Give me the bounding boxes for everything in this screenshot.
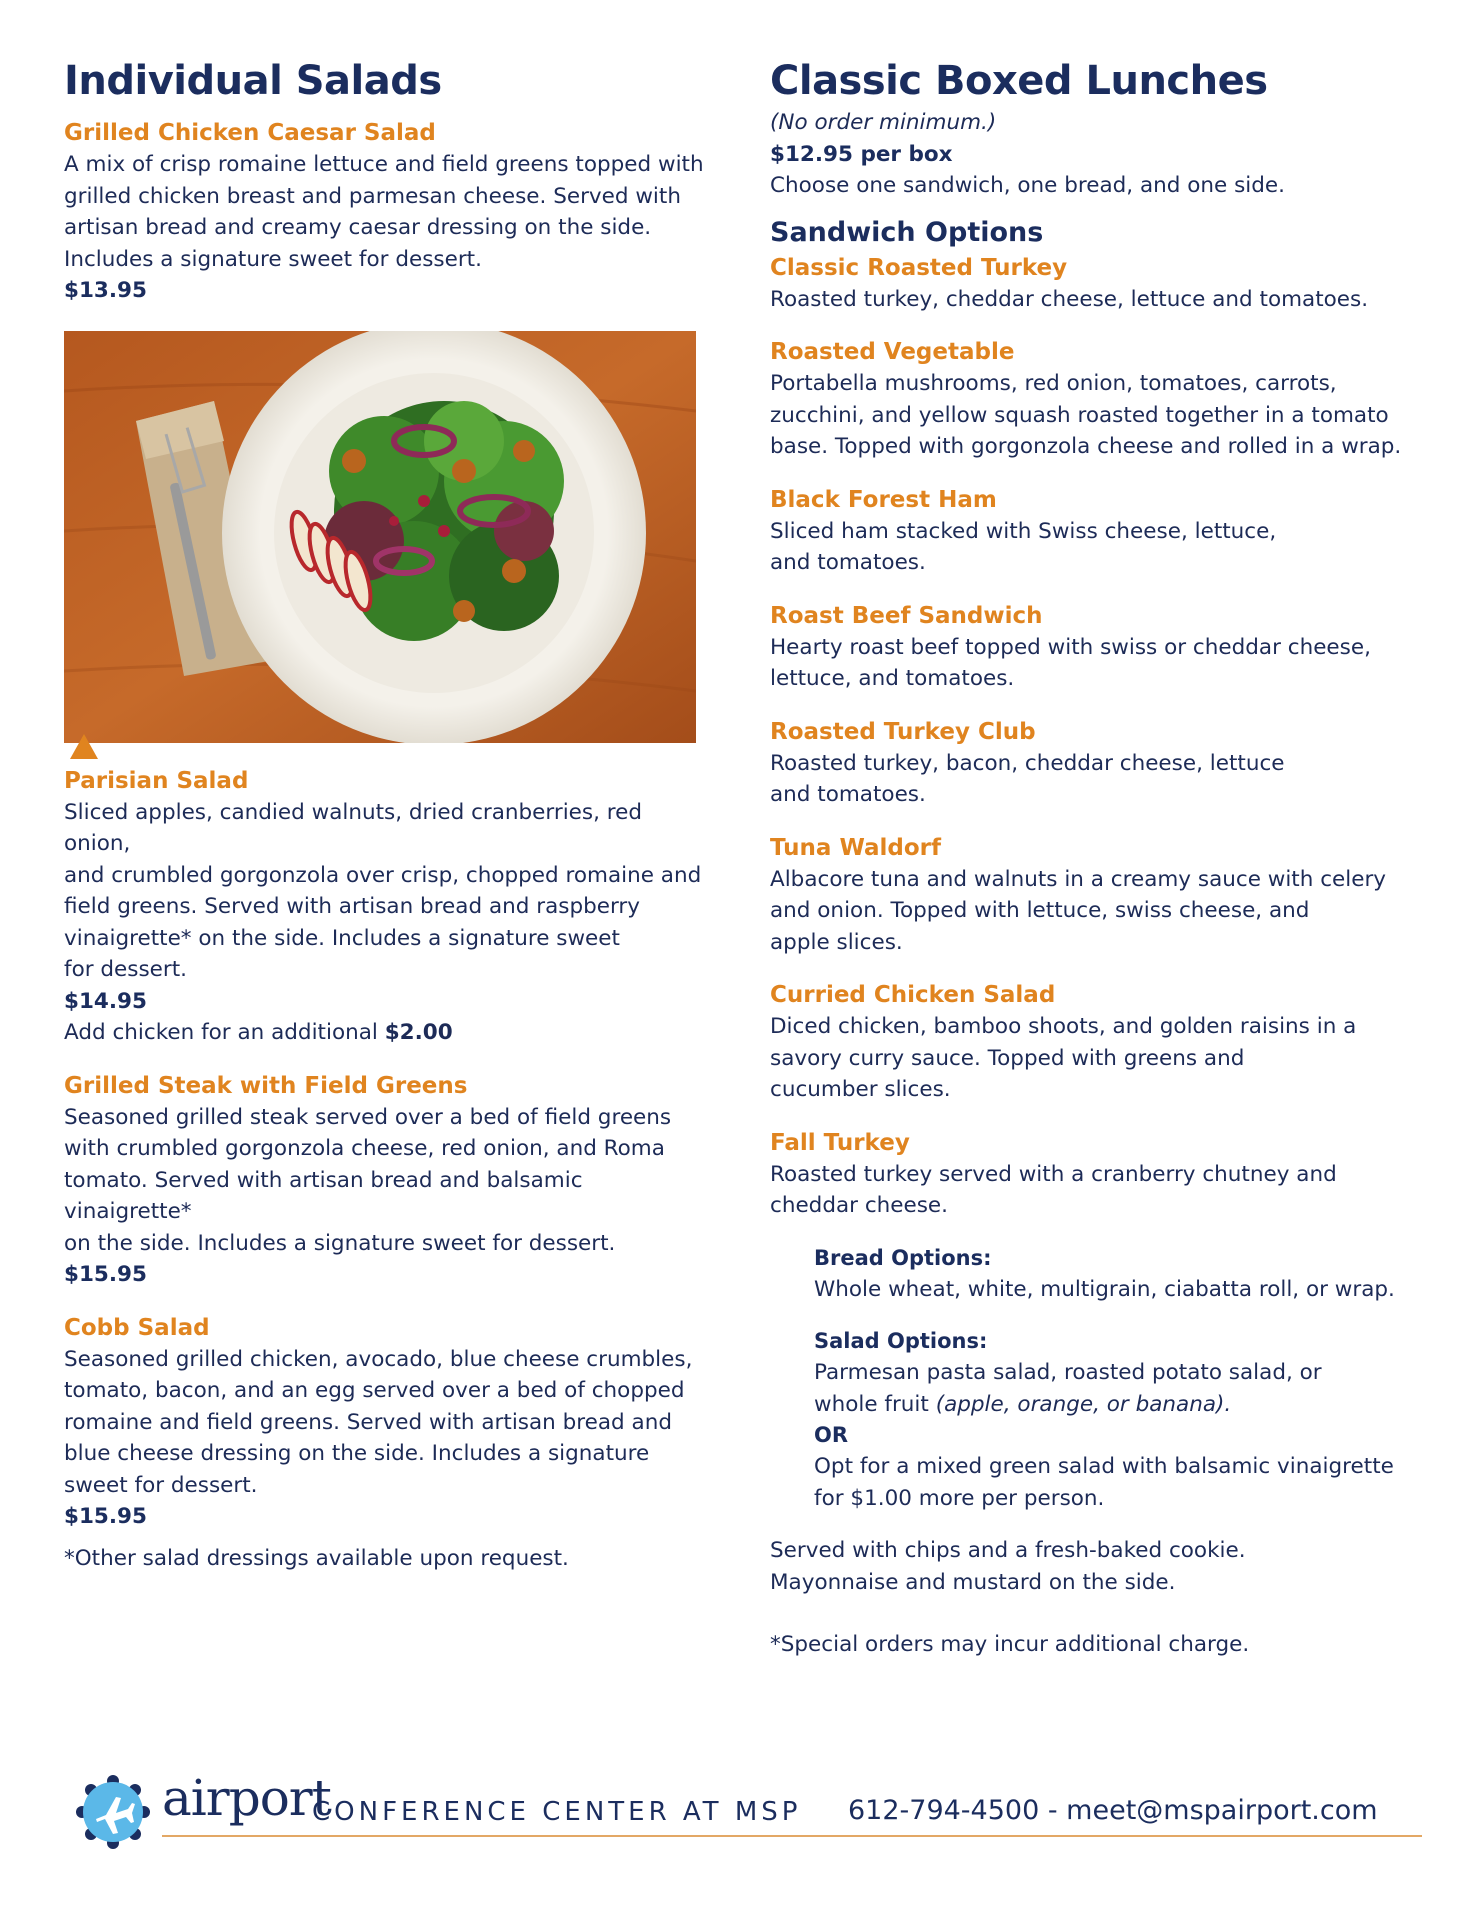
salad-options-fruit-detail: (apple, orange, or banana). — [935, 1391, 1232, 1417]
salad-options-line: Parmesan pasta salad, roasted potato salad, or — [814, 1360, 1322, 1385]
footer — [76, 1769, 1426, 1855]
item-desc-line: romaine and field greens. Served with artisan bread and — [64, 1409, 672, 1435]
sandwich-title: Curried Chicken Salad — [770, 982, 1056, 1008]
sandwich-desc-line: Roasted turkey, bacon, cheddar cheese, lettuce — [770, 750, 1285, 776]
item-desc-line: for dessert. — [64, 957, 188, 982]
sandwich-desc-line: Albacore tuna and walnuts in a creamy sauce with celery — [770, 866, 1387, 892]
box-instructions: Choose one sandwich, one bread, and one side. — [770, 173, 1285, 198]
item-desc-line: with crumbled gorgonzola cheese, red onion, and Roma — [64, 1136, 665, 1161]
item-desc-line: Seasoned grilled chicken, avocado, blue cheese crumbles, — [64, 1346, 693, 1372]
item-desc-line: and crumbled gorgonzola over crisp, chopped romaine and — [64, 862, 702, 888]
sandwich-desc-line: and onion. Topped with lettuce, swiss cheese, and — [770, 898, 1310, 923]
item-price-cobb: $15.95 — [64, 1504, 147, 1529]
item-desc-line: sweet for dessert. — [64, 1472, 258, 1498]
item-desc-line: vinaigrette* on the side. Includes a signature sweet — [64, 925, 620, 951]
sandwich-title: Classic Roasted Turkey — [770, 254, 1068, 281]
item-desc-line: blue cheese dressing on the side. Includes a signature — [64, 1441, 650, 1466]
item-desc-line: A mix of crisp romaine lettuce and field greens topped with — [64, 152, 704, 177]
bread-options-label: Bread Options: — [814, 1245, 992, 1270]
item-desc-line: tomato. Served with artisan bread and balsamic vinaigrette* — [64, 1167, 583, 1224]
salad-options-or: OR — [814, 1423, 849, 1447]
item-title-parisian: Parisian Salad — [64, 767, 249, 794]
sandwich-desc-line: savory curry sauce. Topped with greens and — [770, 1045, 1245, 1071]
sandwich-title: Roasted Turkey Club — [770, 718, 1036, 745]
sandwich-desc-line: Portabella mushrooms, red onion, tomatoes, carrots, — [770, 371, 1337, 396]
special-orders-note: *Special orders may incur additional charge. — [770, 1632, 1250, 1657]
section-heading-boxed-lunches: Classic Boxed Lunches — [770, 58, 1268, 104]
box-price: $12.95 per box — [770, 141, 953, 167]
sandwich-desc-line: cheddar cheese. — [770, 1193, 948, 1218]
salad-options-line: for $1.00 more per person. — [814, 1485, 1105, 1511]
sandwich-desc-line: zucchini, and yellow squash roasted together in a tomato — [770, 402, 1389, 428]
sandwich-desc-line: Sliced ham stacked with Swiss cheese, lettuce, — [770, 518, 1277, 544]
salad-footnote: *Other salad dressings available upon request. — [64, 1545, 569, 1571]
item-price-parisian: $14.95 — [64, 988, 147, 1014]
pointer-triangle-icon — [70, 734, 98, 759]
item-desc-line: grilled chicken breast and parmesan cheese. Served with — [64, 183, 681, 209]
individual-salads-column — [64, 55, 714, 1574]
item-desc-line: field greens. Served with artisan bread and raspberry — [64, 894, 640, 919]
item-desc-line: Seasoned grilled steak served over a bed of field greens — [64, 1104, 672, 1130]
salad-options-line: Opt for a mixed green salad with balsamic vinaigrette — [814, 1454, 1394, 1479]
addon-text: Add chicken for an additional — [64, 1020, 385, 1045]
item-desc-line: Includes a signature sweet for dessert. — [64, 246, 482, 272]
sandwich-title: Fall Turkey — [770, 1129, 910, 1156]
item-price-steak: $15.95 — [64, 1262, 147, 1287]
sandwich-desc-line: Roasted turkey, cheddar cheese, lettuce and tomatoes. — [770, 286, 1369, 312]
sandwich-desc-line: Hearty roast beef topped with swiss or cheddar cheese, — [770, 634, 1371, 660]
item-title-steak: Grilled Steak with Field Greens — [64, 1072, 468, 1099]
sandwich-title: Tuna Waldorf — [770, 834, 942, 861]
order-minimum-note: (No order minimum.) — [770, 110, 997, 135]
sandwich-desc-line: apple slices. — [770, 929, 903, 955]
bread-options — [814, 1243, 1460, 1306]
item-title-cobb: Cobb Salad — [64, 1314, 210, 1341]
salad-options-fruit: whole fruit — [814, 1391, 936, 1417]
item-price-caesar: $13.95 — [64, 278, 147, 303]
item-desc-line: artisan bread and creamy caesar dressing on the side. — [64, 215, 652, 240]
sandwich-desc-line: lettuce, and tomatoes. — [770, 666, 1015, 691]
logo-wordmark: airport — [162, 1769, 331, 1827]
section-heading-individual-salads: Individual Salads — [64, 58, 442, 104]
logo-tagline: CONFERENCE CENTER AT MSP — [312, 1797, 802, 1827]
sandwich-desc-line: and tomatoes. — [770, 782, 926, 807]
salad-photo — [64, 331, 696, 743]
salad-plate-photo-icon — [64, 331, 696, 743]
item-desc-line: tomato, bacon, and an egg served over a bed of chopped — [64, 1378, 685, 1403]
sandwich-desc-line: Diced chicken, bamboo shoots, and golden raisins in a — [770, 1014, 1357, 1039]
sandwich-title: Roast Beef Sandwich — [770, 602, 1043, 629]
sandwich-options-heading: Sandwich Options — [770, 216, 1044, 248]
sandwich-desc-line: cucumber slices. — [770, 1077, 951, 1102]
served-with-line: Served with chips and a fresh-baked cookie. — [770, 1538, 1246, 1563]
salad-options — [814, 1326, 1460, 1514]
sandwich-desc-line: Roasted turkey served with a cranberry chutney and — [770, 1161, 1337, 1187]
footer-divider — [162, 1835, 1422, 1837]
sandwich-title: Black Forest Ham — [770, 486, 997, 513]
contact-info: 612-794-4500 - meet@mspairport.com — [848, 1795, 1378, 1826]
boxed-lunches-column — [770, 55, 1460, 1661]
addon-line — [64, 1017, 714, 1049]
sandwich-desc-line: base. Topped with gorgonzola cheese and rolled in a wrap. — [770, 434, 1402, 459]
addon-price: $2.00 — [384, 1020, 453, 1045]
sandwich-title: Roasted Vegetable — [770, 339, 1015, 365]
item-title-caesar: Grilled Chicken Caesar Salad — [64, 120, 436, 146]
bread-options-text: Whole wheat, white, multigrain, ciabatta roll, or wrap. — [814, 1276, 1395, 1302]
item-desc-line: on the side. Includes a signature sweet for dessert. — [64, 1230, 616, 1256]
salad-options-label: Salad Options: — [814, 1329, 988, 1353]
served-with-line: Mayonnaise and mustard on the side. — [770, 1569, 1176, 1595]
sandwich-desc-line: and tomatoes. — [770, 550, 926, 575]
item-desc-line: Sliced apples, candied walnuts, dried cranberries, red onion, — [64, 799, 643, 856]
airplane-icon — [76, 1775, 150, 1849]
salad-options-line — [814, 1389, 1460, 1421]
